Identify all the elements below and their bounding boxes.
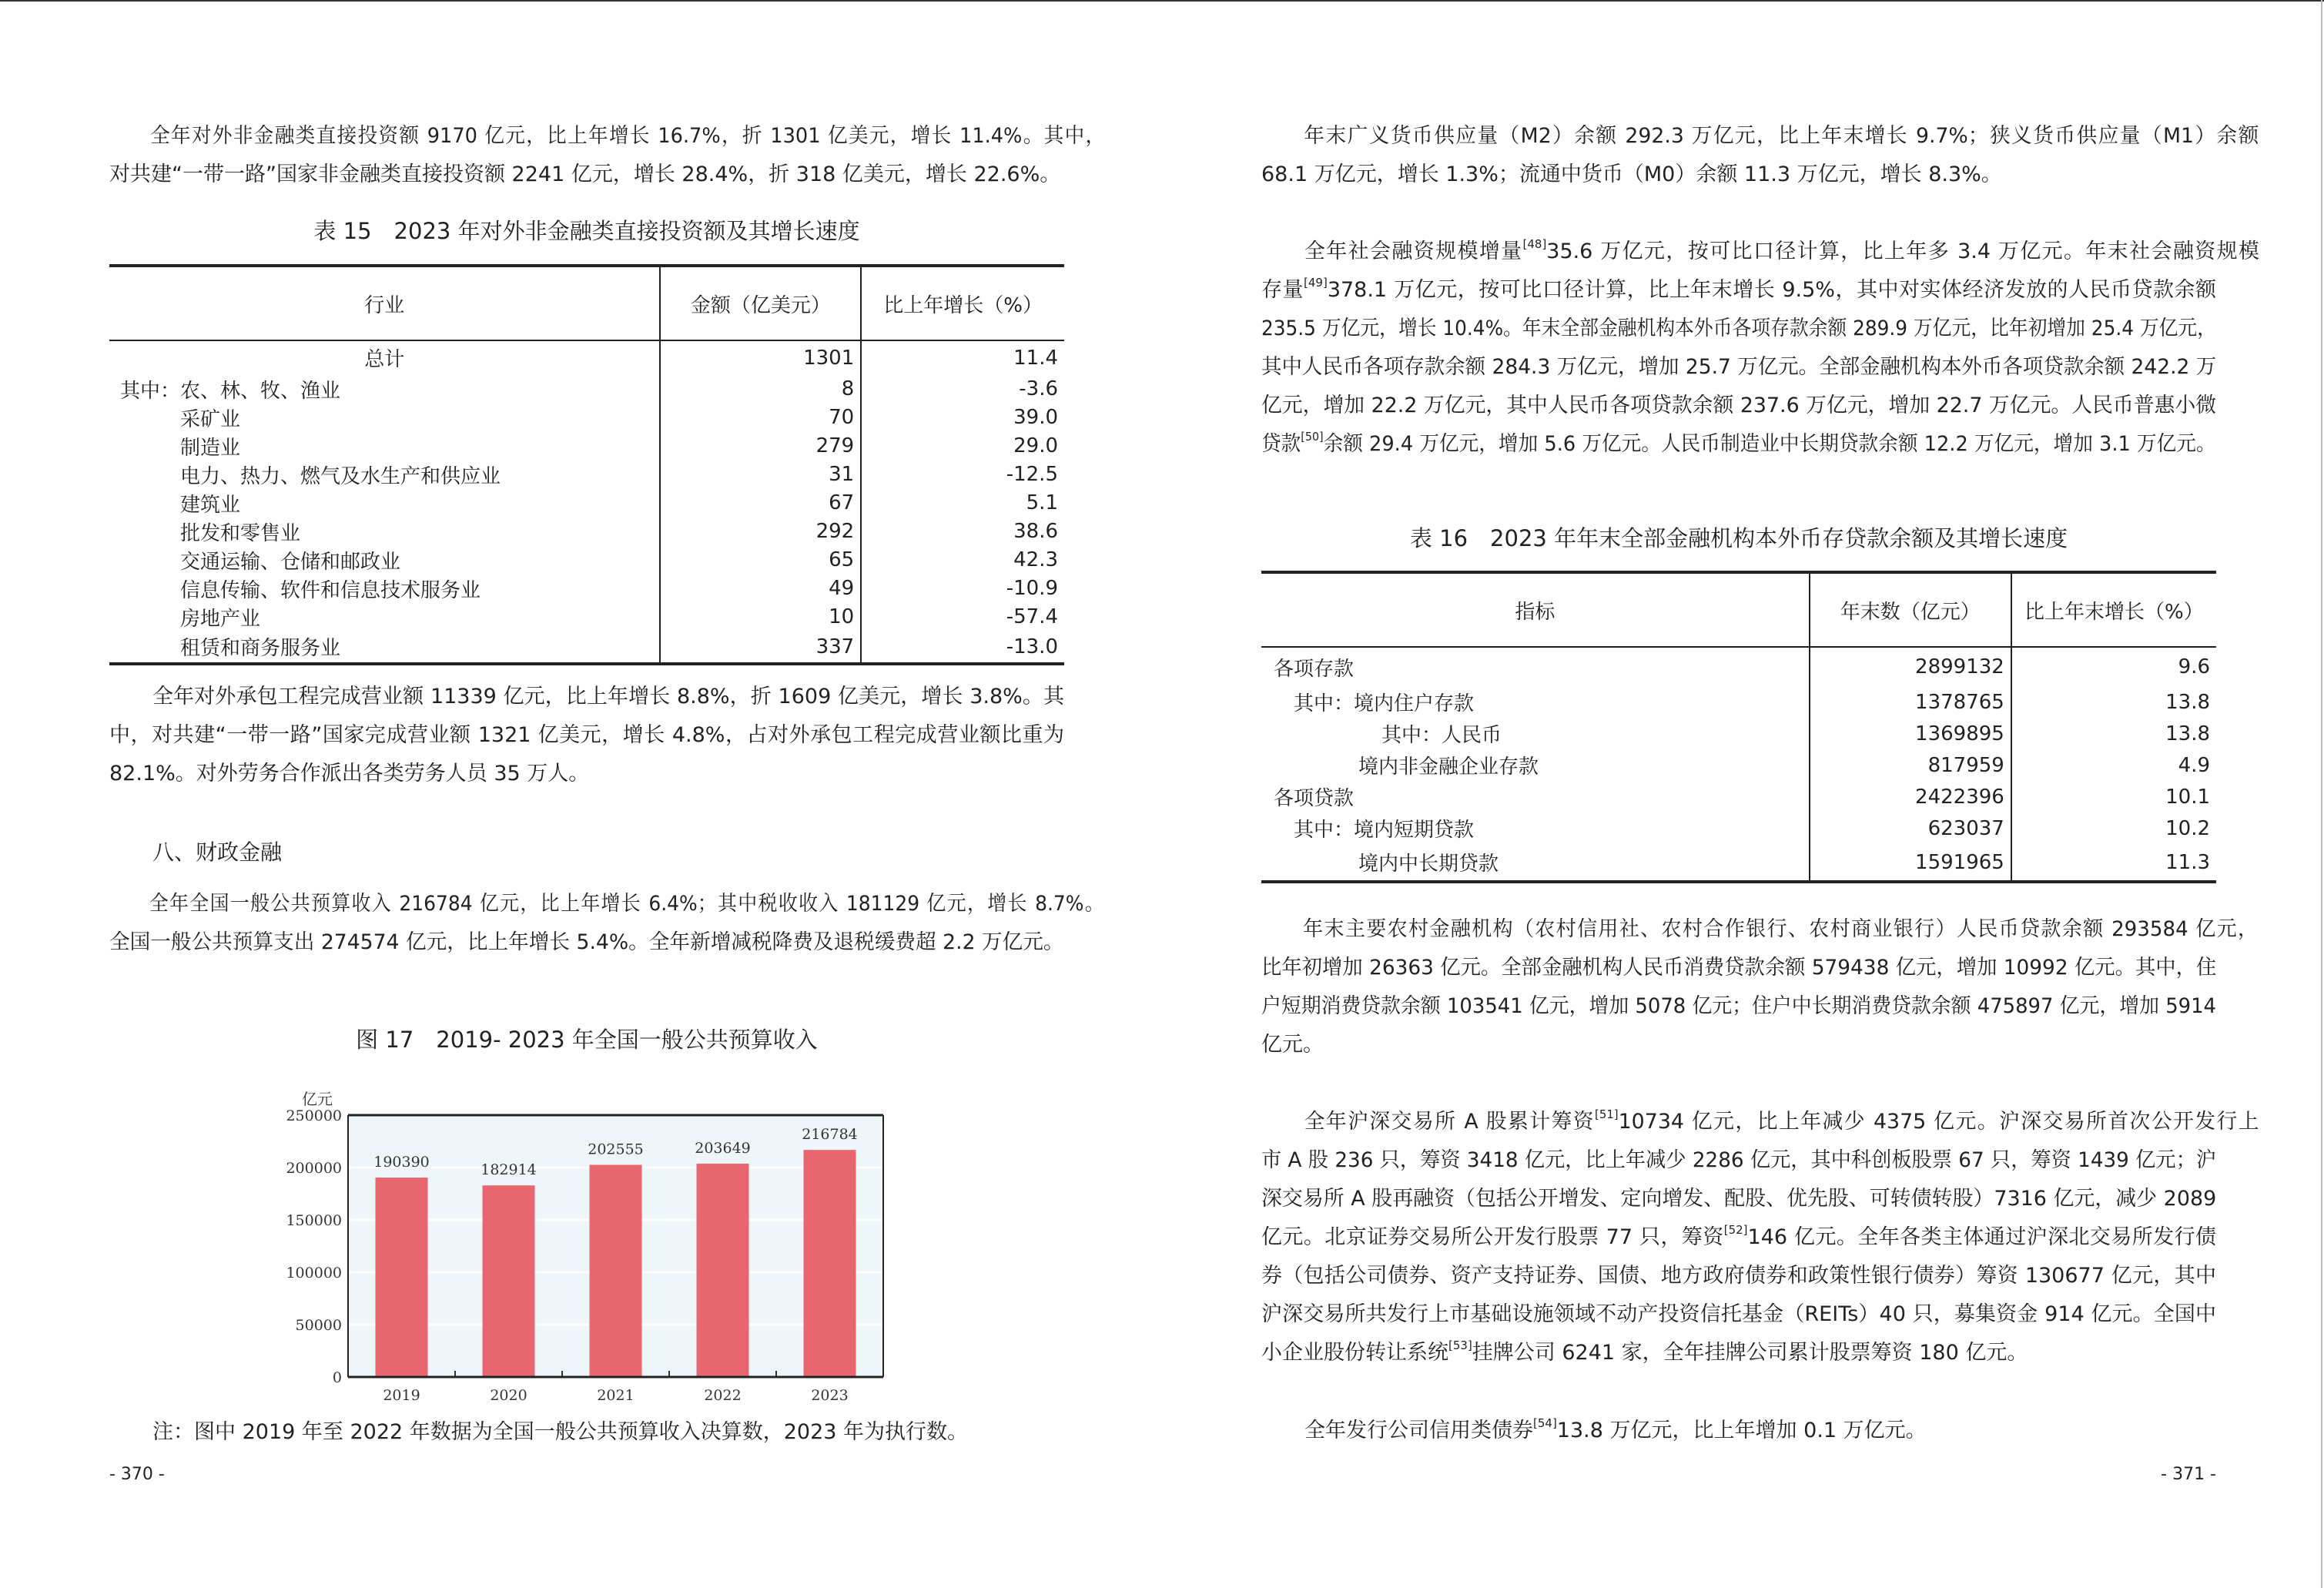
table-row — [109, 575, 1064, 603]
growth-cell: 10.2 — [2011, 812, 2216, 844]
text-line: 全国一般公共预算支出 274574 亿元，比上年增长 5.4%。全年新增减税降费及退税缓费超 2.2 万亿元。 — [109, 930, 1064, 954]
amount-cell: 31 — [660, 461, 861, 489]
text-line: 小企业股份转让系统[53]挂牌公司 6241 家，全年挂牌公司累计股票筹资 180 亿元。 — [1261, 1338, 2028, 1365]
column-header: 金额（亿美元） — [660, 266, 861, 340]
amount-cell: 70 — [660, 404, 861, 432]
right-page — [1261, 0, 2259, 1588]
amount-cell: 292 — [660, 518, 861, 546]
row-label: 各项贷款 — [1274, 787, 1355, 810]
growth-cell: 4.9 — [2011, 749, 2216, 781]
table-row — [1261, 812, 2216, 844]
table-15-title: 表 15 2023 年对外非金融类直接投资额及其增长速度 — [313, 218, 860, 244]
paragraph-stock-market — [1261, 1103, 2259, 1372]
table-row — [1261, 686, 2216, 718]
table-row — [109, 632, 1064, 665]
text-line: 全年社会融资规模增量[48]35.6 万亿元，按可比口径计算，比上年多 3.4 万亿元。年末社会融资规模 — [1304, 237, 2259, 263]
row-label: 境内中长期贷款 — [1358, 853, 1499, 876]
footnote-marker[interactable]: [53] — [1448, 1338, 1472, 1352]
table-row — [109, 461, 1064, 489]
text-line: 对共建“一带一路”国家非金融类直接投资额 2241 亿元，增长 28.4%，折 318 亿美元，增长 22.6%。 — [109, 162, 1061, 186]
table-row — [1261, 781, 2216, 812]
text-line: 年末主要农村金融机构（农村信用社、农村合作银行、农村商业银行）人民币贷款余额 293584 亿元， — [1303, 917, 2259, 941]
amount-cell: 337 — [660, 632, 861, 665]
growth-cell: 9.6 — [2011, 647, 2216, 686]
text-line: 亿元。北京证券交易所公开发行股票 77 只，筹资[52]146 亿元。全年各类主体通过沪深北交易所发行债 — [1261, 1223, 2216, 1249]
row-label: 建筑业 — [180, 493, 241, 517]
growth-cell: -57.4 — [861, 603, 1064, 632]
data-label: 203649 — [695, 1140, 751, 1157]
x-tick-label: 2021 — [597, 1387, 635, 1404]
paragraph-public-budget — [109, 885, 1104, 962]
table-15 — [109, 264, 1064, 665]
row-label: 其中：农、林、牧、渔业 — [120, 379, 341, 403]
amount-cell: 67 — [660, 489, 861, 518]
text-line: 深交易所 A 股再融资（包括公开增发、定向增发、配股、优先股、可转债转股）7316 亿元，减少 2089 — [1261, 1187, 2217, 1211]
section-heading: 八、财政金融 — [152, 839, 283, 865]
amount-cell: 49 — [660, 575, 861, 603]
figure-17-chart — [109, 1078, 1064, 1417]
growth-cell: 42.3 — [861, 546, 1064, 575]
text-line: 存量[49]378.1 万亿元，按可比口径计算，比上年末增长 9.5%，其中对实体经济发放的人民币贷款余额 — [1261, 276, 2216, 302]
table-row — [109, 340, 1064, 375]
growth-cell: 5.1 — [861, 489, 1064, 518]
text-line: 户短期消费贷款余额 103541 亿元，增加 5078 亿元；住户中长期消费贷款余额 475897 亿元，增加 5914 — [1261, 994, 2216, 1018]
bar-2019 — [376, 1178, 428, 1377]
column-header: 年末数（亿元） — [1810, 572, 2011, 647]
page-right-edge — [2321, 0, 2322, 1588]
column-header: 指标 — [1261, 572, 1810, 647]
growth-cell: 38.6 — [861, 518, 1064, 546]
row-label: 房地产业 — [180, 607, 261, 631]
y-tick-label: 250000 — [286, 1107, 342, 1124]
table-row — [109, 375, 1064, 404]
text-line: 市 A 股 236 只，筹资 3418 亿元，比上年减少 2286 亿元，其中科创板股票 67 只，筹资 1439 亿元；沪 — [1261, 1148, 2216, 1172]
x-tick-label: 2023 — [811, 1387, 849, 1404]
left-page — [109, 0, 1106, 1588]
text-line: 贷款[50]余额 29.4 万亿元，增加 5.6 万亿元。人民币制造业中长期贷款余额 12.2 万亿元，增加 3.1 万亿元。 — [1261, 430, 2216, 456]
data-label: 202555 — [588, 1141, 644, 1158]
footnote-marker[interactable]: [52] — [1723, 1223, 1748, 1237]
growth-cell: 39.0 — [861, 404, 1064, 432]
data-label: 182914 — [481, 1161, 537, 1179]
row-label: 其中：人民币 — [1381, 724, 1502, 747]
x-tick-label: 2022 — [704, 1387, 742, 1404]
column-header: 比上年末增长（%） — [2011, 572, 2216, 647]
footnote-marker[interactable]: [50] — [1301, 430, 1324, 444]
table-row — [109, 489, 1064, 518]
text-line: 68.1 万亿元，增长 1.3%；流通中货币（M0）余额 11.3 万亿元，增长 8.3%。 — [1261, 162, 2002, 186]
text-line: 年末广义货币供应量（M2）余额 292.3 万亿元，比上年末增长 9.7%；狭义货币供应量（M1）余额 — [1304, 124, 2259, 148]
growth-cell: 29.0 — [861, 432, 1064, 461]
figure-note — [109, 1413, 1064, 1452]
table-row — [109, 432, 1064, 461]
text-line: 沪深交易所共发行上市基础设施领域不动产投资信托基金（REITs）40 只，募集资金 914 亿元。全国中 — [1261, 1302, 2216, 1326]
x-tick-label: 2020 — [490, 1387, 527, 1404]
amount-cell: 1378765 — [1810, 686, 2011, 718]
table-row — [109, 404, 1064, 432]
table-16 — [1261, 571, 2216, 883]
growth-cell: 11.4 — [861, 340, 1064, 375]
text-line: 中，对共建“一带一路”国家完成营业额 1321 亿美元，增长 4.8%，占对外承包工程完成营业额比重为 — [109, 723, 1064, 747]
row-label: 电力、热力、燃气及水生产和供应业 — [180, 464, 501, 488]
amount-cell: 623037 — [1810, 812, 2011, 844]
text-line: 券（包括公司债券、资产支持证券、国债、地方政府债券和政策性银行债券）筹资 130677 亿元，其中 — [1261, 1264, 2216, 1288]
text-line: 235.5 万亿元，增长 10.4%。年末全部金融机构本外币各项存款余额 289.9 万亿元，比年初增加 25.4 万亿元， — [1261, 317, 2216, 340]
table-row — [109, 603, 1064, 632]
y-tick-label: 100000 — [286, 1265, 342, 1281]
x-tick-label: 2019 — [383, 1387, 420, 1404]
paragraph-outward-investment — [109, 117, 1106, 194]
text-line: 全年沪深交易所 A 股累计筹资[51]10734 亿元，比上年减少 4375 亿元。沪深交易所首次公开发行上 — [1304, 1107, 2259, 1134]
text-line: 亿元，增加 22.2 万亿元，其中人民币各项贷款余额 237.6 万亿元，增加 22.7 万亿元。人民币普惠小微 — [1261, 394, 2217, 417]
growth-cell: 13.8 — [2011, 686, 2216, 718]
bar-2020 — [483, 1185, 535, 1377]
y-tick-label: 200000 — [286, 1160, 342, 1177]
table-16-title: 表 16 2023 年年末全部金融机构本外币存贷款余额及其增长速度 — [1409, 525, 2068, 551]
row-label: 制造业 — [180, 436, 241, 460]
row-label: 信息传输、软件和信息技术服务业 — [180, 578, 481, 602]
table-row — [109, 546, 1064, 575]
amount-cell: 10 — [660, 603, 861, 632]
row-label: 交通运输、仓储和邮政业 — [180, 550, 401, 574]
growth-cell: -3.6 — [861, 375, 1064, 404]
table-row — [1261, 749, 2216, 781]
text-line: 全年对外承包工程完成营业额 11339 亿元，比上年增长 8.8%，折 1609 亿美元，增长 3.8%。其 — [152, 685, 1064, 709]
page-number-left: - 370 - — [109, 1465, 165, 1484]
row-label: 各项存款 — [1274, 657, 1355, 681]
paragraph-social-financing — [1261, 233, 2259, 464]
footnote-marker[interactable]: [51] — [1595, 1107, 1619, 1121]
growth-cell: -10.9 — [861, 575, 1064, 603]
paragraph-contracted-projects — [109, 678, 1064, 793]
data-label: 216784 — [802, 1126, 858, 1144]
amount-cell: 1301 — [660, 340, 861, 375]
row-label: 总计 — [364, 348, 405, 372]
growth-cell: -12.5 — [861, 461, 1064, 489]
paragraph-rural-finance — [1261, 910, 2259, 1064]
growth-cell: 13.8 — [2011, 718, 2216, 749]
bar-2021 — [590, 1165, 642, 1377]
row-label: 其中：境内短期贷款 — [1294, 819, 1475, 842]
bar-2022 — [697, 1164, 749, 1377]
figure-17-title: 图 17 2019- 2023 年全国一般公共预算收入 — [356, 1027, 818, 1053]
amount-cell: 65 — [660, 546, 861, 575]
amount-cell: 279 — [660, 432, 861, 461]
table-row — [109, 518, 1064, 546]
row-label: 其中：境内住户存款 — [1294, 692, 1475, 715]
text-line: 比年初增加 26363 亿元。全部金融机构人民币消费贷款余额 579438 亿元，增加 10992 亿元。其中，住 — [1261, 956, 2217, 980]
paragraph-corporate-bonds — [1261, 1412, 2216, 1450]
table-row — [1261, 718, 2216, 749]
amount-cell: 817959 — [1810, 749, 2011, 781]
bar-2023 — [804, 1150, 856, 1377]
growth-cell: 10.1 — [2011, 781, 2216, 812]
y-axis-unit-label: 亿元 — [302, 1090, 333, 1108]
amount-cell: 8 — [660, 375, 861, 404]
text-line: 其中人民币各项存款余额 284.3 万亿元，增加 25.7 万亿元。全部金融机构本外币各项贷款余额 242.2 万 — [1261, 355, 2217, 379]
table-row — [1261, 647, 2216, 686]
growth-cell: 11.3 — [2011, 844, 2216, 882]
growth-cell: -13.0 — [861, 632, 1064, 665]
y-tick-label: 0 — [332, 1369, 342, 1386]
table-row — [1261, 844, 2216, 882]
y-tick-label: 50000 — [295, 1317, 342, 1334]
text-line: 亿元。 — [1261, 1033, 1324, 1057]
paragraph-money-supply — [1261, 117, 2259, 194]
row-label: 采矿业 — [180, 407, 241, 431]
row-label: 批发和零售业 — [180, 521, 301, 545]
bar-chart-svg — [109, 1078, 1064, 1417]
row-label: 租赁和商务服务业 — [180, 637, 341, 661]
amount-cell: 2899132 — [1810, 647, 2011, 686]
amount-cell: 1369895 — [1810, 718, 2011, 749]
footnote-marker[interactable]: [48] — [1522, 237, 1547, 251]
row-label: 境内非金融企业存款 — [1358, 755, 1539, 779]
text-line: 全年对外非金融类直接投资额 9170 亿元，比上年增长 16.7%，折 1301 亿美元，增长 11.4%。其中， — [150, 124, 1106, 148]
figure-note-text: 注：图中 2019 年至 2022 年数据为全国一般公共预算收入决算数，2023 年为执行数。 — [152, 1420, 969, 1444]
amount-cell: 2422396 — [1810, 781, 2011, 812]
column-header: 比上年增长（%） — [861, 266, 1064, 340]
footnote-marker[interactable]: [54] — [1533, 1416, 1557, 1430]
y-tick-label: 150000 — [286, 1212, 342, 1229]
column-header: 行业 — [109, 266, 660, 340]
page-number-right: - 371 - — [2161, 1465, 2216, 1484]
amount-cell: 1591965 — [1810, 844, 2011, 882]
data-label: 190390 — [373, 1154, 430, 1171]
text-line: 全年发行公司信用类债券[54]13.8 万亿元，比上年增加 0.1 万亿元。 — [1304, 1416, 1927, 1442]
text-line: 全年全国一般公共预算收入 216784 亿元，比上年增长 6.4%；其中税收收入 181129 亿元，增长 8.7%。 — [149, 892, 1104, 916]
text-line: 82.1%。对外劳务合作派出各类劳务人员 35 万人。 — [109, 762, 590, 786]
footnote-marker[interactable]: [49] — [1304, 276, 1328, 290]
